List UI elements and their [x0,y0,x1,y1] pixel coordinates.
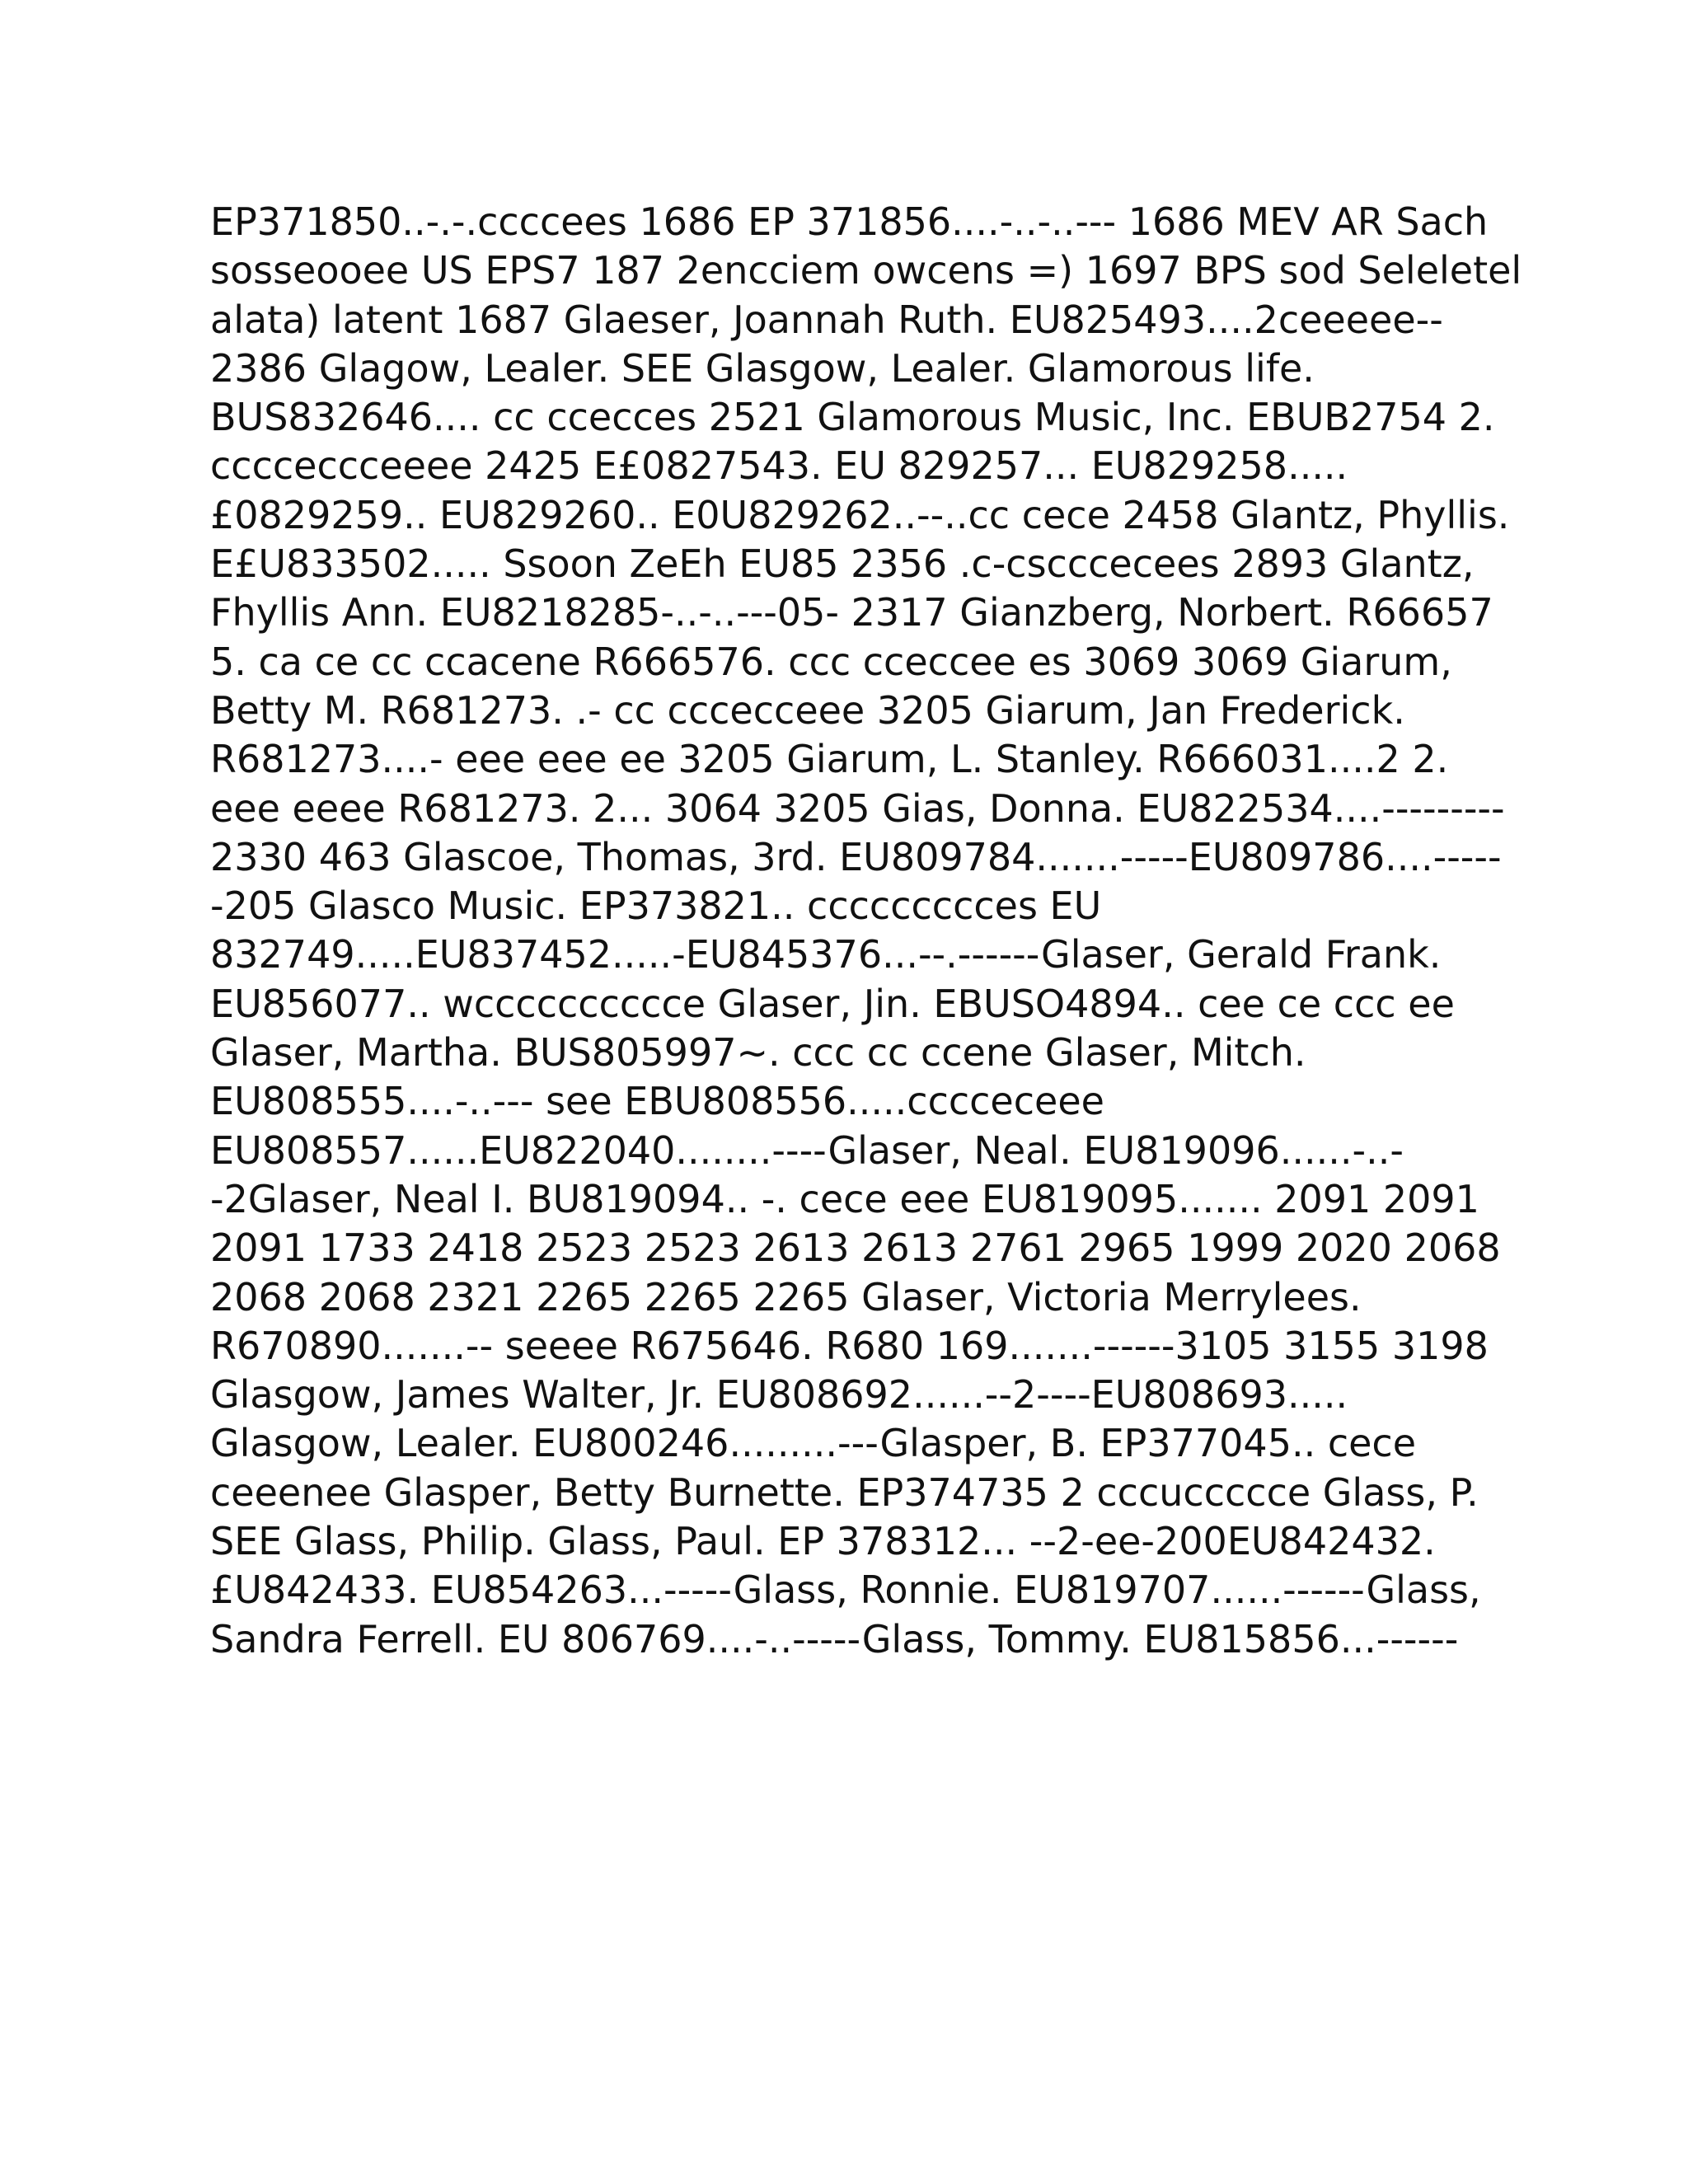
text-line: eee eeee R681273. 2... 3064 3205 Gias, Donna. EU822534....--------- [210,785,1505,831]
text-line: £U842433. EU854263...-----Glass, Ronnie. EU819707......------Glass, [210,1568,1481,1613]
text-line: Fhyllis Ann. EU8218285-..-..---05- 2317 Gianzberg, Norbert. R66657 [210,590,1493,635]
text-line: E£U833502..... Ssoon ZeEh EU85 2356 .c-cscccecees 2893 Glantz, [210,541,1475,587]
text-line: 2330 463 Glascoe, Thomas, 3rd. EU809784.......-----EU809786....----- [210,834,1502,879]
text-line: £0829259.. EU829260.. E0U829262..--..cc cece 2458 Glantz, Phyllis. [210,492,1510,537]
text-line: EU808557......EU822040........----Glaser, Neal. EU819096......-..- [210,1127,1404,1173]
text-line: cccceccceeee 2425 E£0827543. EU 829257... EU829258..... [210,443,1348,489]
text-line: Betty M. R681273. .- cc cccecceee 3205 Giarum, Jan Frederick. [210,687,1405,733]
text-line: Sandra Ferrell. EU 806769....-..-----Glass, Tommy. EU815856...------ [210,1616,1459,1661]
text-line: 2386 Glagow, Lealer. SEE Glasgow, Lealer. Glamorous life. [210,345,1315,391]
text-line: EP371850..-.-.ccccees 1686 EP 371856....-..-..--- 1686 MEV AR Sach [210,199,1489,244]
text-line: 2091 1733 2418 2523 2523 2613 2613 2761 2965 1999 2020 2068 [210,1226,1501,1271]
text-line: ceeenee Glasper, Betty Burnette. EP374735 2 cccuccccce Glass, P. [210,1469,1479,1515]
text-line: EU808555....-..--- see EBU808556.....cccceceee [210,1079,1104,1124]
text-line: -205 Glasco Music. EP373821.. ccccccccces EU [210,883,1102,929]
text-line: SEE Glass, Philip. Glass, Paul. EP 378312... --2-ee-200EU842432. [210,1519,1436,1564]
text-line: sosseooee US EPS7 187 2encciem owcens =) 1697 BPS sod Seleletel [210,248,1522,293]
text-line: Glaser, Martha. BUS805997~. ccc cc ccene Glaser, Mitch. [210,1030,1306,1076]
text-line: R670890.......-- seeee R675646. R680 169.......------3105 3155 3198 [210,1323,1489,1368]
text-line: 832749.....EU837452.....-EU845376...--.------Glaser, Gerald Frank. [210,932,1442,977]
text-line: 5. ca ce cc ccacene R666576. ccc cceccee es 3069 3069 Giarum, [210,639,1452,684]
text-line: Glasgow, Lealer. EU800246.........---Glasper, B. EP377045.. cece [210,1421,1417,1466]
index-text-block [210,198,1522,1664]
text-line: R681273....- eee eee ee 3205 Giarum, L. Stanley. R666031....2 2. [210,737,1449,782]
text-line: alata) latent 1687 Glaeser, Joannah Ruth. EU825493....2ceeeee-- [210,297,1443,342]
text-line: EU856077.. wcccccccccce Glaser, Jin. EBUSO4894.. cee ce ccc ee [210,981,1455,1026]
text-line: Glasgow, James Walter, Jr. EU808692......--2----EU808693..... [210,1372,1348,1418]
text-line: BUS832646.... cc ccecces 2521 Glamorous Music, Inc. EBUB2754 2. [210,395,1495,440]
text-line: 2068 2068 2321 2265 2265 2265 Glaser, Victoria Merrylees. [210,1274,1362,1319]
text-line: -2Glaser, Neal I. BU819094.. -. cece eee EU819095....... 2091 2091 [210,1176,1479,1221]
